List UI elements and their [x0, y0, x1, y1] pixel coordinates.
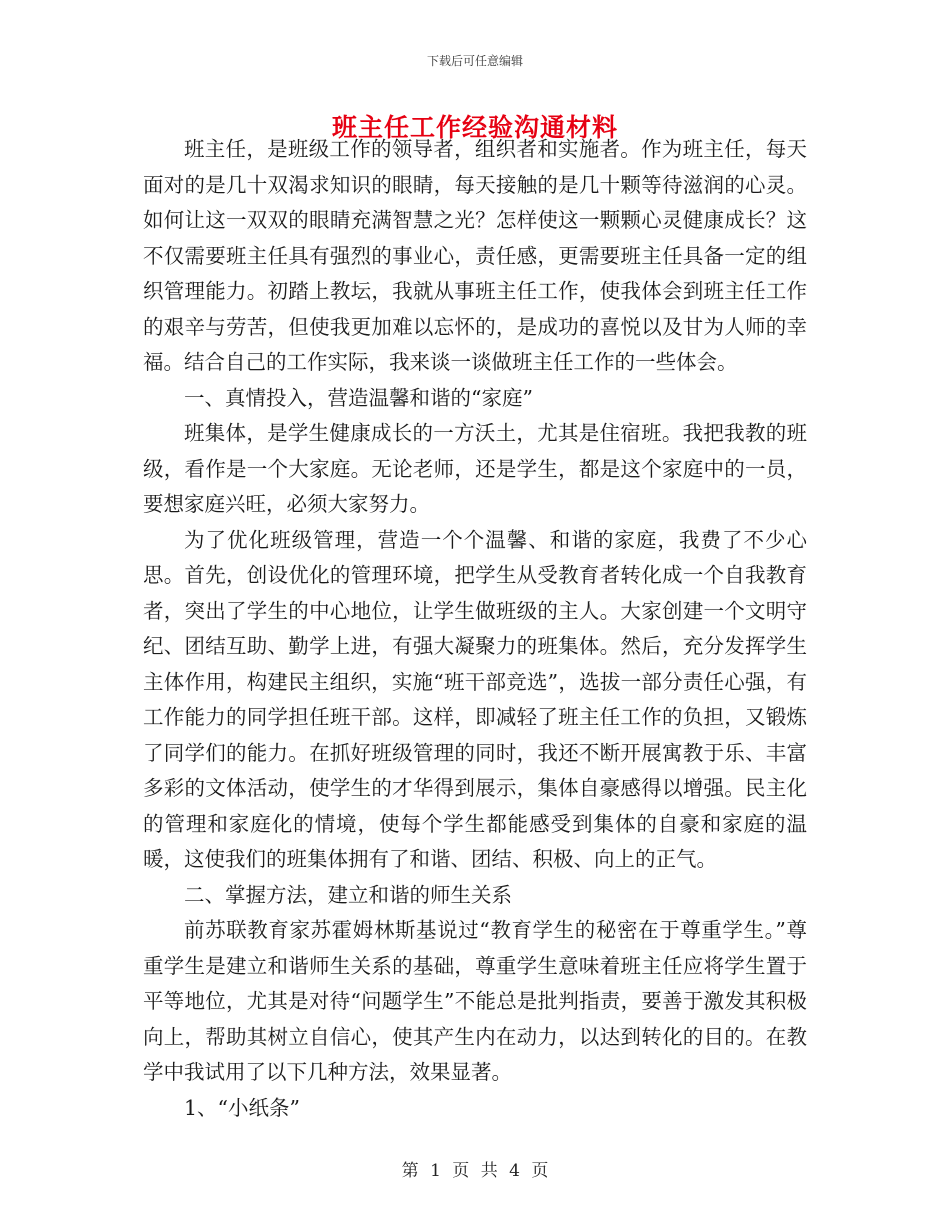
paragraph-intro: 班主任，是班级工作的领导者，组织者和实施者。作为班主任，每天面对的是几十双渴求知识的眼睛，每天接触的是几十颗等待滋润的心灵。如何让这一双双的眼睛充满智慧之光？怎样使这一颗颗心灵健康成长？这不仅需要班主任具有强烈的事业心，责任感，更需要班主任具备一定的组织管理能力。初踏上教坛，我就从事班主任工作，使我体会到班主任工作的艰辛与劳苦，但使我更加难以忘怀的，是成功的喜悦以及甘为人师的幸福。结合自己的工作实际，我来谈一谈做班主任工作的一些体会。 [143, 137, 807, 374]
paragraph-respect-students: 前苏联教育家苏霍姆林斯基说过“教育学生的秘密在于尊重学生。”尊重学生是建立和谐师生关系的基础，尊重学生意味着班主任应将学生置于平等地位，尤其是对待“问题学生”不能总是批判指责，要善于激发其积极向上，帮助其树立自信心，使其产生内在动力，以达到转化的目的。在教学中我试用了以下几种方法，效果显著。 [143, 918, 807, 1084]
section-heading-2: 二、掌握方法，建立和谐的师生关系 [184, 882, 512, 907]
document-body [143, 132, 807, 1126]
paragraph-class-family: 班集体，是学生健康成长的一方沃土，尤其是住宿班。我把我教的班级，看作是一个大家庭。无论老师，还是学生，都是这个家庭中的一员，要想家庭兴旺，必须大家努力。 [143, 421, 807, 516]
document-title: 班主任工作经验沟通材料 [331, 113, 618, 142]
header-note: 下载后可任意编辑 [426, 54, 523, 68]
page-footer: 第 1 页 共 4 页 [401, 1161, 549, 1181]
paragraph-class-management: 为了优化班级管理，营造一个个温馨、和谐的家庭，我费了不少心思。首先，创设优化的管理环境，把学生从受教育者转化成一个自我教育者，突出了学生的中心地位，让学生做班级的主人。大家创建一个文明守纪、团结互助、勤学上进，有强大凝聚力的班集体。然后，充分发挥学生主体作用，构建民主组织，实施“班干部竞选”，选拔一部分责任心强，有工作能力的同学担任班干部。这样，即减轻了班主任工作的负担，又锻炼了同学们的能力。在抓好班级管理的同时，我还不断开展寓教于乐、丰富多彩的文体活动，使学生的才华得到展示，集体自豪感得以增强。民主化的管理和家庭化的情境，使每个学生都能感受到集体的自豪和家庭的温暖，这使我们的班集体拥有了和谐、团结、积极、向上的正气。 [143, 527, 807, 871]
section-heading-1: 一、真情投入，营造温馨和谐的“家庭” [184, 385, 533, 410]
subheading-small-note: 1、“小纸条” [184, 1095, 301, 1120]
